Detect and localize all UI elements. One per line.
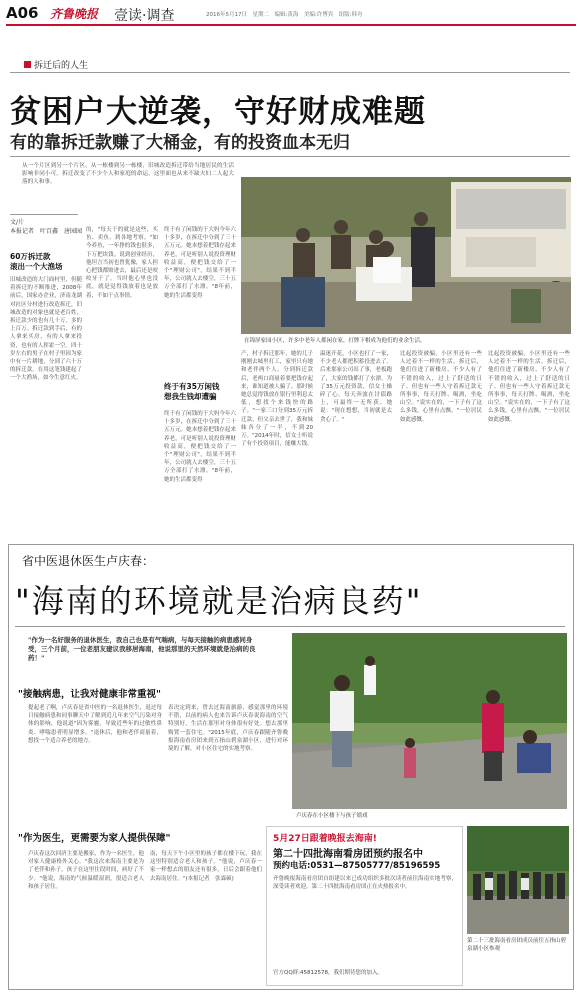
notice-line-1: 5月27日跟着晚报去海南! bbox=[273, 834, 377, 844]
story-photo-caption: 在锦屏家园小区，许多中老年人都闲在家，打牌下棋成为他们的业余生活。 bbox=[244, 338, 426, 344]
box-headline: "海南的环境就是治病良药" bbox=[15, 582, 423, 620]
group-photo bbox=[467, 826, 569, 934]
subheading-2: 终于有35万闲钱 想我生钱却遭骗 bbox=[164, 382, 220, 401]
notice-body: 齐鲁晚报海南看房团自组建以来已成功组织多批次读者前往海南实地考察，深受读者欢迎。第二十四批海南看房团正在火热报名中。 bbox=[273, 876, 457, 891]
body-column-3a: 终于有了闲钱的于大妈今年六十多岁，在拆迁中分到了三十五万元。她本想着把钱存起来养老，可是听别人说投资理财收益高，便把钱交给了一个"理财公司"。结果不到半年，公司就人去楼空，三十五万全部打了水漂。"8年前，她的生活都变得 bbox=[164, 227, 236, 299]
box-body-4: 南，每天下午小区里的孩子都在楼下玩，我在这里特别适合老人和孩子。"他说，卢庆春一家一样想去的朋友还有很多，日后会跟着他们去海南居住。"(本报记者 张霖硕) bbox=[150, 851, 262, 882]
notice-line-2: 第二十四批海南看房团预约报名中 bbox=[273, 849, 423, 860]
byline-names: 本报记者 叶百鑫 唐园园 bbox=[10, 228, 83, 235]
masthead bbox=[6, 4, 576, 26]
body-column-5: 温迷开花，小区也打了一家，不少老人都把积蓄投进去了。后来那家公司出了事，老板跑了，大家的钱都打了水漂。为了35万元投资款，信女士操碎了心，每天奔波在讨债路上，可最终一无所获。她说："现在想想，当初就是太贪心了。" bbox=[320, 351, 392, 423]
box-body-1: 提起老了啊，卢庆春是省中医的一名退休医生，退过每日接触病患和同事聊天中了解到近几年来空气污染对身体的影响，他说道"因为雾霾，导致近些年的过敏性鼻炎、哮喘患者明显增多。"退休后，他和老伴商量着，想找一个适合养老的地方。 bbox=[28, 705, 162, 744]
body-column-6: 比起投资被骗，小区里还有一些人过着不一样的生活。拆迁后，他们住进了新楼房，不少人有了不错的收入，过上了舒适的日子。但也有一些人守着拆迁款无所事事，每天打牌、喝酒，坐吃山空。"说实在的，一下子有了这么多钱，心里有点飘。"一位居民如此感慨。 bbox=[400, 351, 482, 423]
byline bbox=[10, 218, 82, 236]
body-column-7: 比起投资被骗，小区里还有一些人过着不一样的生活。拆迁后，他们住进了新楼房，不少人有了不错的收入，过上了舒适的日子。但也有一些人守着拆迁款无所事事，每天打牌、喝酒，坐吃山空。"说实在的，一下子有了这么多钱，心里有点飘。"一位居民如此感慨。 bbox=[488, 351, 570, 423]
box-photo bbox=[292, 633, 567, 809]
body-column-2: 的，"每天干的就是这些，买鱼、卖鱼、到各地考察。"如今养鱼，一年挣的钱也很多，下万把块钱。说到创业经历，他坦言当初也曾犹豫，家人担心把钱都赔进去，最后还是咬咬牙干了。当时他心里也没底，就是觉得钱放着也是放着，不如干点事情。 bbox=[86, 227, 158, 299]
box-subheading-1: "接触病患，让我对健康非常重视" bbox=[18, 689, 161, 700]
divider bbox=[15, 626, 565, 627]
notice-phone: 预约电话:0531—87505777/85196595 bbox=[273, 861, 441, 871]
section-title: 壹读·调查 bbox=[114, 8, 175, 24]
notice-footer: 官方QQ群:45812578，我们期待您的加入。 bbox=[273, 970, 384, 976]
story-tag bbox=[24, 58, 88, 71]
story-tag-label: 拆迁后的人生 bbox=[34, 61, 89, 71]
story-photo bbox=[241, 177, 571, 334]
masthead-meta: 2016年5月17日 星期二 编辑:黄海 美编:许博宾 组版:韩舟 bbox=[206, 12, 363, 18]
page-number: A06 bbox=[6, 4, 39, 22]
subheading-1: 60万拆迁款 滚出一个大渔场 bbox=[10, 252, 63, 271]
tag-square-icon bbox=[24, 61, 31, 68]
divider bbox=[10, 156, 570, 157]
story-lede: 从一个片区到另一个片区，从一栋楼到另一栋楼，旧城改造拆迁带给当地居民的生活影响非同小可。拆迁改变了不少个人和家庭的命运，这里面也从来不缺夫妇二人起大落的人和事。 bbox=[22, 163, 234, 186]
paper-logo: 齐鲁晚报 bbox=[50, 7, 99, 21]
divider bbox=[10, 214, 78, 215]
box-photo-caption: 卢庆春在小区楼下与孩子嬉戏 bbox=[296, 813, 368, 819]
subhead: 有的靠拆迁款赚了大桶金，有的投资血本无归 bbox=[10, 133, 350, 153]
body-column-3b: 终于有了闲钱的于大妈今年六十多岁，在拆迁中分到了三十五万元。她本想着把钱存起来养老，可是听别人说投资理财收益高，便把钱交给了一个"理财公司"。结果不到半年，公司就人去楼空，三十五万全部打了水漂。"8年前，她的生活都变得 bbox=[164, 411, 236, 483]
notice-box bbox=[266, 826, 463, 986]
byline-label: 文/片 bbox=[10, 219, 25, 226]
headline: 贫困户大逆袭，守好财成难题 bbox=[10, 94, 426, 130]
box-body-2: 表决定到来，曾去过海南旅游，感觉那里的环境不错，以前的病人也来告诉卢庆春说海南的空气特别好，生活在那里对身体很有好处。想去那里购置一套住宅。"2015年底，卢庆春跟随齐鲁晚报海南看房团来到五指山碧泉湖小区，进行对环境的了解，对小区住宅的实地考察。 bbox=[168, 705, 288, 753]
body-column-4: 产，村子拆迁那年，她的儿子刚刚去城里打工，家里只有她和老伴两个人。分到拆迁款后，老两口商量着要把钱存起来，谁知道被人骗了。那时候她总觉得钱放在银行里利息太低，想找个来钱快的路子。"一家三口分到35万元拆迁款，但父亲去世了，我和妹妹各分了一半，不到20万。"2014年时，信女士听说了有个投资项目，能赚大钱。 bbox=[241, 351, 313, 448]
box-body-3: 卢庆春这次回济主要是搬家，作为一名医生，他对家人健康格外关心。"我这次来海南主要是为了老伴和孙子，孩子在这里住段时间，病好了不少。"他说，海南的气候温暖湿润，很适合老人和孩子居住。 bbox=[28, 851, 144, 890]
body-column-1: 旧城改造的大门面村里，但随着拆迁的不断推进，2008年前后，国家办企业，济南龙湖对社区分村进行改造拆迁，旧城改造的对象也就是老百姓，拆迁款少的也有几十万，多的上百万。拆迁款到手后，有的人拿来买房，有的人拿来投资，也有的人挥霍一空。四十岁左右的男子在村子里因为家中有一片耕地，分到了六十万的拆迁款，在用这笔钱建起了一个大渔场，如今生意红火。 bbox=[10, 277, 82, 382]
box-subheading-2: "作为医生，更需要为家人提供保障" bbox=[18, 833, 171, 844]
box-quote: "作为一名好服务的退休医生，我自己也是有气喘病，与每天接触的病患感同身受，三个月前，一位老朋友建议我移居海南，他说那里的天然环境就是治病的良药！" bbox=[28, 636, 256, 662]
group-photo-caption: 第二十三批海南看房团成员前往五指山碧泉湖小区参观 bbox=[467, 938, 567, 952]
divider bbox=[10, 72, 570, 73]
box-kicker: 省中医退休医生卢庆春： bbox=[22, 554, 155, 568]
